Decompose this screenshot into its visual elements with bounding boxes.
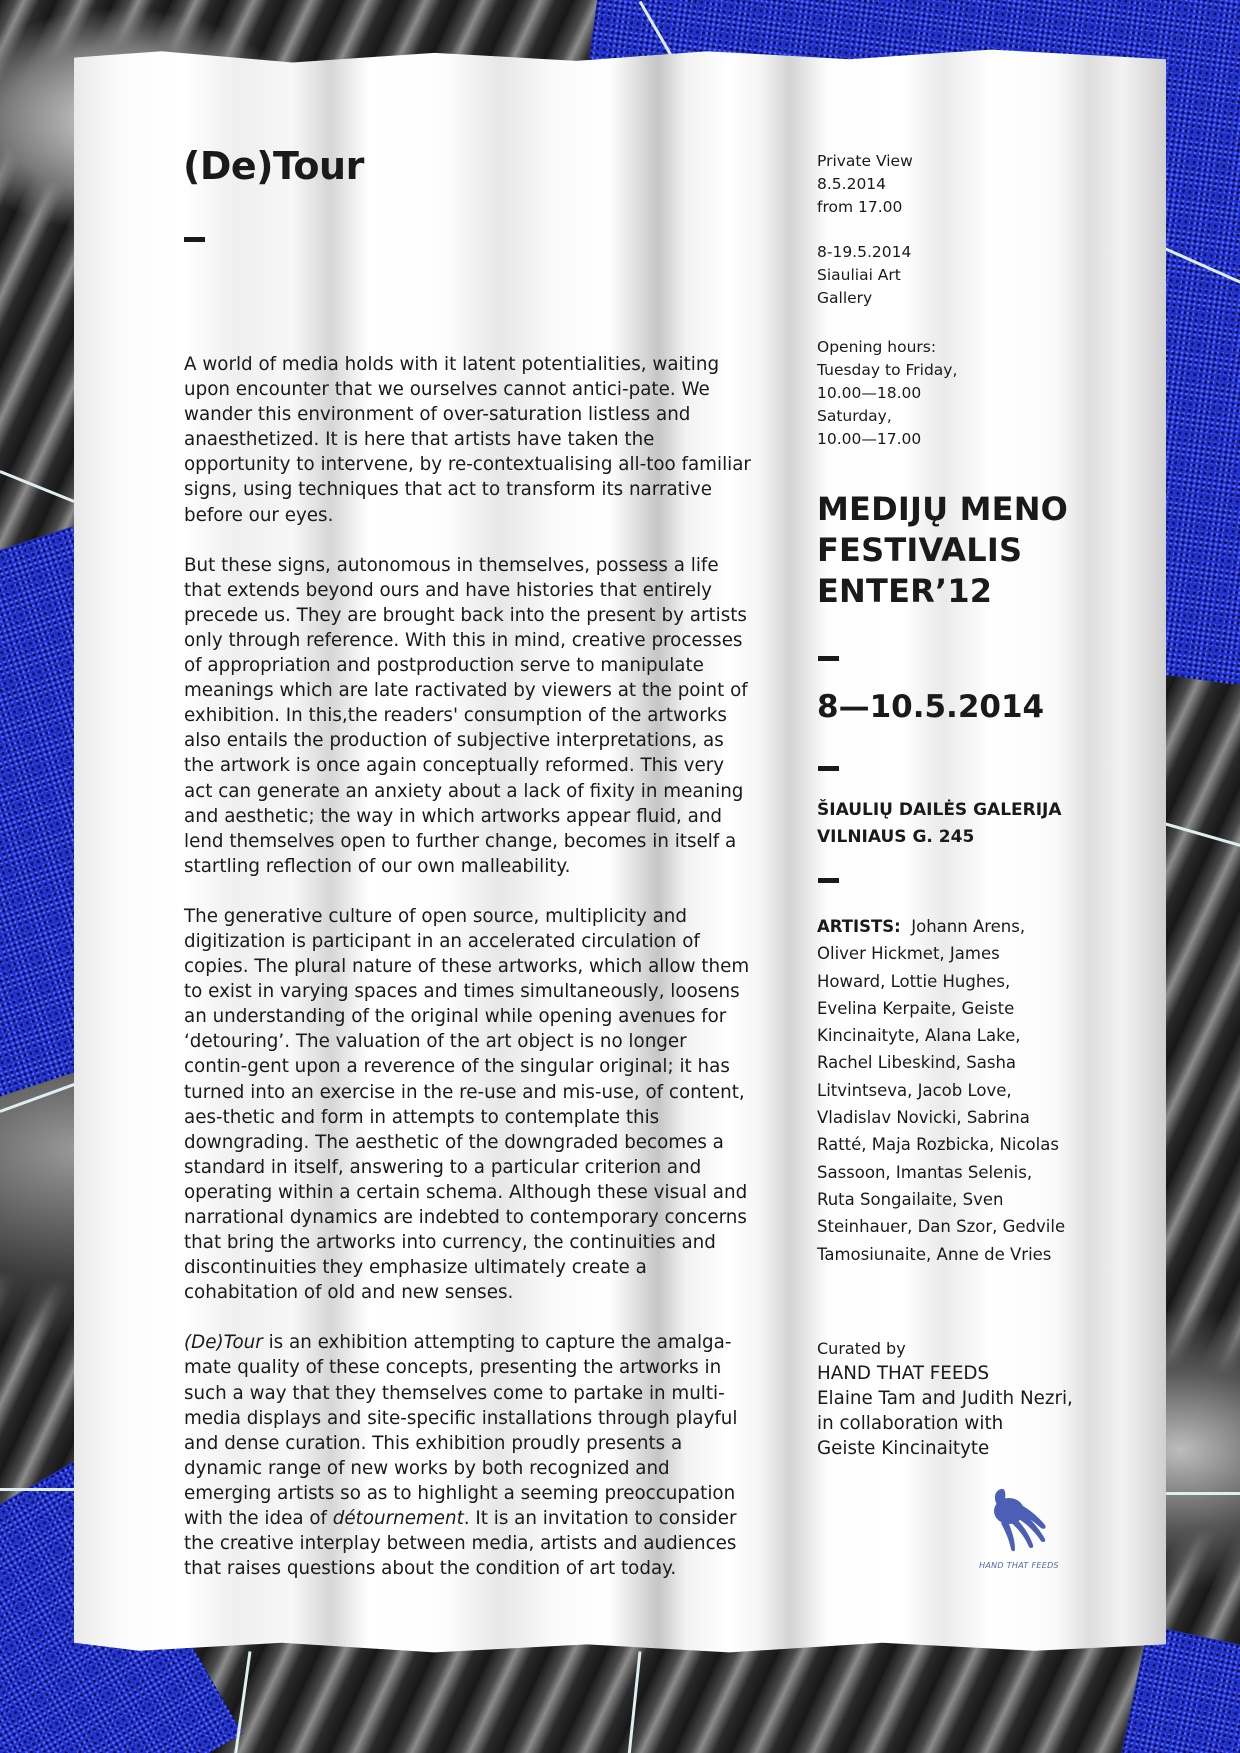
term-detournement: détournement [332,1508,464,1530]
hand-icon [979,1485,1059,1555]
curated-label: Curated by [817,1339,906,1358]
exhibition-dates-info: 8-19.5.2014 Siauliai Art Gallery [817,243,912,307]
hand-that-feeds-logo [964,1485,1074,1570]
paragraph-2: But these signs, autonomous in themselves, possess a life that extends beyond ours and have histories that entirely precede us. They are brought back into the present by artists only through reference. With this in mind, creative processes of appropriation and postproduction serve to manipulate meanings which are late ractivated by viewers at the point of exhibition. In this,the readers' consumption of the artworks also entails the production of subjective interpretations, as the artwork is once again conceptually reformed. This very act can generate an anxiety about a lack of fixity in meaning and aesthetic; the way in which artworks appear fluid, and lend themselves open to further change, becomes in itself a startling reflection of our own malleability. [184,554,748,877]
paragraph-4: (De)Tour is an exhibition attempting to capture the amalga-mate quality of these concepts, presenting the artworks in such a way that they themselves come to partake in multi-media displays and site-specific installations through playful and dense curation. This exhibition proudly presents a dynamic range of new works by both recognized and emerging artists so as to highlight a seeming preoccupation with the idea of détournement. It is an invitation to consider the creative interplay between media, artists and audiences that raises questions about the condition of art today. [184,1332,738,1580]
festival-dates: 8—10.5.2014 [817,689,1045,725]
opening-hours: Opening hours: Tuesday to Friday, 10.00—18.00 Saturday, 10.00—17.00 [817,338,958,448]
dates-dash [818,766,839,771]
festival-name: MEDIJŲ MENO FESTIVALIS ENTER’12 [817,490,1069,610]
logo-caption: HAND THAT FEEDS [979,1561,1059,1570]
light-streak [627,1651,641,1753]
paragraph-3: The generative culture of open source, multiplicity and digitization is participant in an accelerated circulation of copies. The plural nature of these artworks, which allow them to exist in varying spaces and times simultaneously, loosens an understanding of the original while opening avenues for ‘detouring’. The valuation of the art object is no longer contin-gent upon a reverence of the singular original; it has turned into an exercise in the re-use and mis-use, of content, aes-thetic and form in attempts to contemplate this downgrading. The aesthetic of the downgraded becomes a standard in itself, answering to a particular criterion and operating within a certain schema. Although these visual and narrational dynamics are indebted to contemporary concerns that bring the artworks into currency, the continuities and discontinuities they emphasize ultimately create a cohabitation of old and new senses. [184,905,750,1304]
artists-list [817,913,1067,1268]
venue-address: ŠIAULIŲ DAILĖS GALERIJA VILNIAUS G. 245 [817,800,1062,847]
curator-credits: Curated by HAND THAT FEEDS Elaine Tam and Judith Nezri, in collaboration with Geiste Kincinaityte [817,1339,1073,1459]
title-dash [184,237,205,242]
exhibition-title: (De)Tour [183,144,364,188]
light-streak [1160,1492,1240,1495]
artists-label: ARTISTS: [817,917,901,936]
exhibition-text [184,352,754,1581]
private-view-info: Private View 8.5.2014 from 17.00 [817,152,913,216]
title-reference: (De)Tour [184,1332,263,1354]
light-streak [0,470,75,503]
venue-dash [818,878,839,883]
paragraph-1: A world of media holds with it latent potentialities, waiting upon encounter that we ourselves cannot antici-pate. We wander this environment of over-saturation listless and anaesthetized. It is here that artists have taken the opportunity to intervene, by re-contextualising all-too familiar signs, using techniques that act to transform its narrative before our eyes. [184,354,751,526]
light-streak [233,1651,251,1753]
artists-names: Johann Arens, Oliver Hickmet, James Howard, Lottie Hughes, Evelina Kerpaite, Geiste Kincinaityte, Alana Lake, Rachel Libeskind, Sasha Litvintseva, Jacob Love, Vladislav Novicki, Sabrina Ratté, Maja Rozbicka, Nicolas Sassoon, Imantas Selenis, Ruta Songailaite, Sven Steinhauer, Dan Szor, Gedvile Tamosiunaite, Anne de Vries [817,917,1066,1264]
festival-dash [818,656,839,661]
